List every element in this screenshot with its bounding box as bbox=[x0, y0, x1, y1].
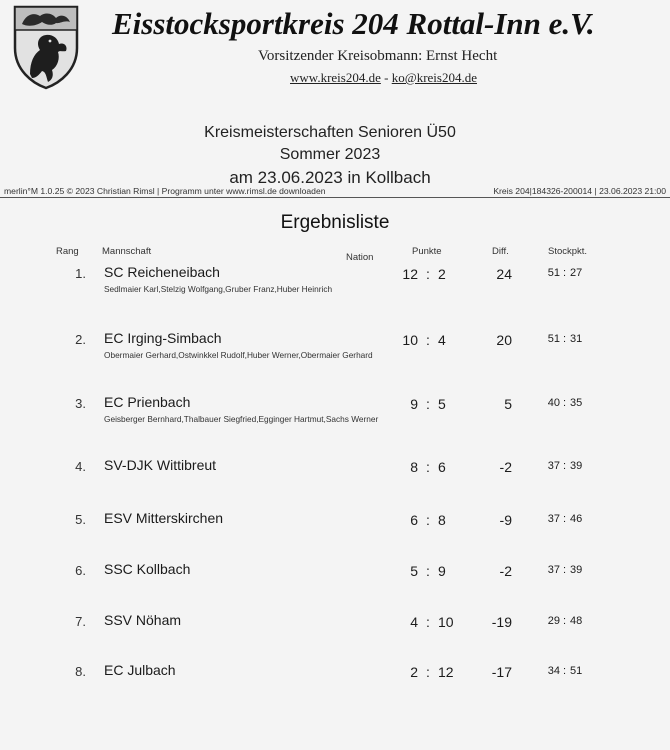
row-points-for: 10 bbox=[402, 332, 418, 348]
stock-colon: : bbox=[563, 513, 567, 525]
row-rank: 8. bbox=[75, 664, 86, 679]
results-title: Ergebnisliste bbox=[280, 212, 390, 233]
event-title: Kreismeisterschaften Senioren Ü50 bbox=[204, 124, 456, 141]
print-stamp: Kreis 204|184326-200014 | 23.06.2023 21:00 bbox=[493, 186, 666, 196]
row-team: SC Reicheneibach bbox=[104, 264, 220, 280]
stock-colon: : bbox=[563, 460, 567, 472]
row-team: SSC Kollbach bbox=[104, 561, 191, 577]
row-rank: 2. bbox=[75, 332, 86, 347]
row-diff: -2 bbox=[499, 563, 512, 579]
row-members: Geisberger Bernhard,Thalbauer Siegfried,Egginger Hartmut,Sachs Werner bbox=[104, 414, 379, 424]
row-points-for: 8 bbox=[410, 459, 418, 475]
software-footer: merlin°M 1.0.25 © 2023 Christian Rimsl | Programm unter www.rimsl.de downloaden bbox=[4, 186, 326, 196]
column-header-nation: Nation bbox=[346, 252, 374, 263]
table-row bbox=[0, 614, 670, 634]
points-colon: : bbox=[426, 614, 430, 630]
stock-colon: : bbox=[563, 267, 567, 279]
row-team: EC Julbach bbox=[104, 662, 176, 678]
coat-of-arms-icon bbox=[12, 4, 80, 90]
row-stock-for: 51 bbox=[547, 267, 560, 279]
table-row bbox=[0, 512, 670, 532]
row-rank: 4. bbox=[75, 459, 86, 474]
table-row bbox=[0, 664, 670, 684]
row-points-for: 6 bbox=[410, 512, 418, 528]
column-header-team: Mannschaft bbox=[102, 246, 152, 257]
row-members: Sedlmaier Karl,Stelzig Wolfgang,Gruber Franz,Huber Heinrich bbox=[104, 284, 333, 294]
row-team: EC Irging-Simbach bbox=[104, 330, 222, 346]
points-colon: : bbox=[426, 332, 430, 348]
row-diff: 5 bbox=[504, 396, 512, 412]
table-row bbox=[0, 264, 670, 294]
column-header-points: Punkte bbox=[412, 246, 442, 257]
table-row bbox=[0, 563, 670, 583]
table-row bbox=[0, 394, 670, 424]
row-stock-against: 39 bbox=[570, 564, 583, 576]
row-points-against: 4 bbox=[438, 332, 446, 348]
stock-colon: : bbox=[563, 615, 567, 627]
row-stock-for: 40 bbox=[547, 397, 560, 409]
row-rank: 7. bbox=[75, 614, 86, 629]
website-link[interactable]: www.kreis204.de bbox=[290, 70, 381, 85]
chairman-line: Vorsitzender Kreisobmann: Ernst Hecht bbox=[258, 48, 498, 64]
row-points-for: 2 bbox=[410, 664, 418, 680]
row-rank: 3. bbox=[75, 396, 86, 411]
event-date-location: am 23.06.2023 in Kollbach bbox=[229, 168, 431, 187]
row-members: Obermaier Gerhard,Ostwinkkel Rudolf,Huber Werner,Obermaier Gerhard bbox=[104, 350, 373, 360]
points-colon: : bbox=[426, 266, 430, 282]
row-team: SSV Nöham bbox=[104, 612, 182, 628]
row-points-against: 5 bbox=[438, 396, 446, 412]
row-diff: -17 bbox=[491, 664, 512, 680]
row-stock-for: 37 bbox=[547, 460, 560, 472]
row-stock-for: 34 bbox=[547, 665, 560, 677]
row-stock-against: 35 bbox=[570, 397, 583, 409]
table-row bbox=[0, 459, 670, 479]
row-diff: -9 bbox=[499, 512, 512, 528]
row-points-for: 5 bbox=[410, 563, 418, 579]
row-stock-against: 51 bbox=[570, 665, 583, 677]
row-rank: 5. bbox=[75, 512, 86, 527]
table-row bbox=[0, 330, 670, 360]
row-rank: 6. bbox=[75, 563, 86, 578]
contact-separator: - bbox=[380, 70, 392, 85]
points-colon: : bbox=[426, 664, 430, 680]
row-diff: 24 bbox=[496, 266, 512, 282]
row-team: ESV Mitterskirchen bbox=[104, 510, 224, 526]
row-diff: -19 bbox=[491, 614, 512, 630]
row-points-for: 12 bbox=[402, 266, 418, 282]
row-diff: -2 bbox=[499, 459, 512, 475]
row-stock-against: 48 bbox=[570, 615, 583, 627]
column-header-rank: Rang bbox=[56, 246, 79, 257]
column-header-stock-points: Stockpkt. bbox=[548, 246, 588, 257]
stock-colon: : bbox=[563, 564, 567, 576]
row-points-against: 10 bbox=[438, 614, 454, 630]
row-stock-for: 51 bbox=[547, 333, 560, 345]
stock-colon: : bbox=[563, 397, 567, 409]
row-team: SV-DJK Wittibreut bbox=[104, 457, 217, 473]
row-stock-against: 46 bbox=[570, 513, 583, 525]
organisation-title: Eisstocksportkreis 204 Rottal-Inn e.V. bbox=[112, 6, 595, 41]
points-colon: : bbox=[426, 512, 430, 528]
row-stock-against: 39 bbox=[570, 460, 583, 472]
row-points-against: 8 bbox=[438, 512, 446, 528]
row-points-against: 12 bbox=[438, 664, 454, 680]
row-points-for: 9 bbox=[410, 396, 418, 412]
row-stock-for: 29 bbox=[547, 615, 560, 627]
divider bbox=[0, 197, 670, 198]
stock-colon: : bbox=[563, 665, 567, 677]
row-points-against: 6 bbox=[438, 459, 446, 475]
row-stock-against: 27 bbox=[570, 267, 583, 279]
points-colon: : bbox=[426, 563, 430, 579]
row-points-against: 2 bbox=[438, 266, 446, 282]
row-diff: 20 bbox=[496, 332, 512, 348]
row-points-against: 9 bbox=[438, 563, 446, 579]
stock-colon: : bbox=[563, 333, 567, 345]
row-rank: 1. bbox=[75, 266, 86, 281]
row-stock-against: 31 bbox=[570, 333, 583, 345]
points-colon: : bbox=[426, 459, 430, 475]
event-season: Sommer 2023 bbox=[279, 146, 381, 163]
row-stock-for: 37 bbox=[547, 564, 560, 576]
contact-line bbox=[290, 70, 477, 86]
row-team: EC Prienbach bbox=[104, 394, 191, 410]
points-colon: : bbox=[426, 396, 430, 412]
email-link[interactable]: ko@kreis204.de bbox=[391, 70, 477, 85]
row-stock-for: 37 bbox=[547, 513, 560, 525]
column-header-diff: Diff. bbox=[492, 246, 509, 257]
row-points-for: 4 bbox=[410, 614, 418, 630]
